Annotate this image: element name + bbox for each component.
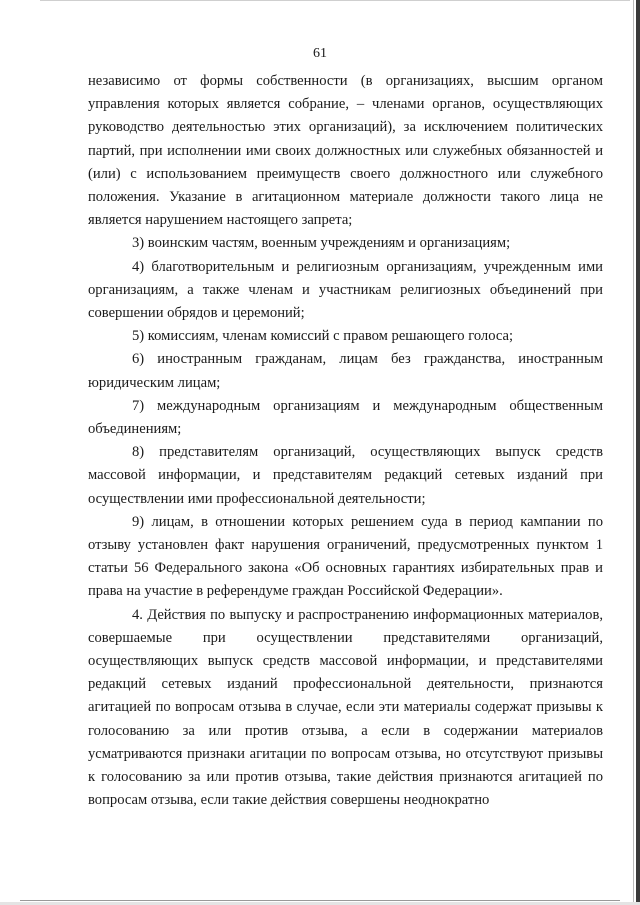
scan-edge-bottom — [20, 900, 620, 901]
page-number: 61 — [313, 46, 327, 61]
list-item-3: 3) воинским частям, военным учреждениям и организациям; — [132, 235, 511, 252]
scan-edge-top — [40, 0, 630, 1]
list-item-6: 6) иностранным гражданам, лицам без гражданства, иностранным юридическим лицам; — [88, 351, 603, 391]
clause-4: 4. Действия по выпуску и распространению информационных материалов, совершаемые при осуществлении представителями организаций, осуществляющих выпуск средств массовой информации, и представителями редакций сетевых изданий профессиональной деятельности, признаются агитацией по вопросам отзыва в случае, если эти материалы содержат призывы к голосованию за или против отзыва, а если в содержании материалов усматриваются признаки агитации по вопросам отзыва, но отсутствуют призывы к голосованию за или против отзыва, такие действия признаются агитацией по вопросам отзыва, если такие действия совершены неоднократно — [88, 606, 603, 809]
list-item-8: 8) представителям организаций, осуществляющих выпуск средств массовой информации, и представителям редакций сетевых изданий при осуществлении ими профессиональной деятельности; — [88, 444, 603, 507]
list-item-7: 7) международным организациям и международным общественным объединениям; — [88, 397, 603, 438]
list-item-4: 4) благотворительным и религиозным организациям, учрежденным ими организациям, а также членам и участникам религиозных объединений при совершении обрядов и церемоний; — [88, 258, 603, 322]
paragraph-continuation: независимо от формы собственности (в организациях, высшим органом управления которых является собрание, – членами органов, осуществляющих руководство деятельностью этих организаций), за исключением политических партий, при исполнении ими своих должностных или служебных обязанностей и (или) с использованием преимуществ своего должностного или служебного положения. Указание в агитационном материале должности такого лица не является нарушением настоящего запрета; — [88, 73, 603, 229]
scan-edge-right — [636, 0, 640, 905]
document-body — [88, 70, 603, 813]
list-item-5: 5) комиссиям, членам комиссий с правом решающего голоса; — [132, 328, 514, 345]
scan-edge-right-inner — [633, 0, 634, 905]
list-item-9: 9) лицам, в отношении которых решением суда в период кампании по отзыву установлен факт нарушения ограничений, предусмотренных пунктом 1 статьи 56 Федерального закона «Об основных гарантиях избирательных прав и права на участие в референдуме граждан Российской Федерации». — [88, 513, 603, 600]
